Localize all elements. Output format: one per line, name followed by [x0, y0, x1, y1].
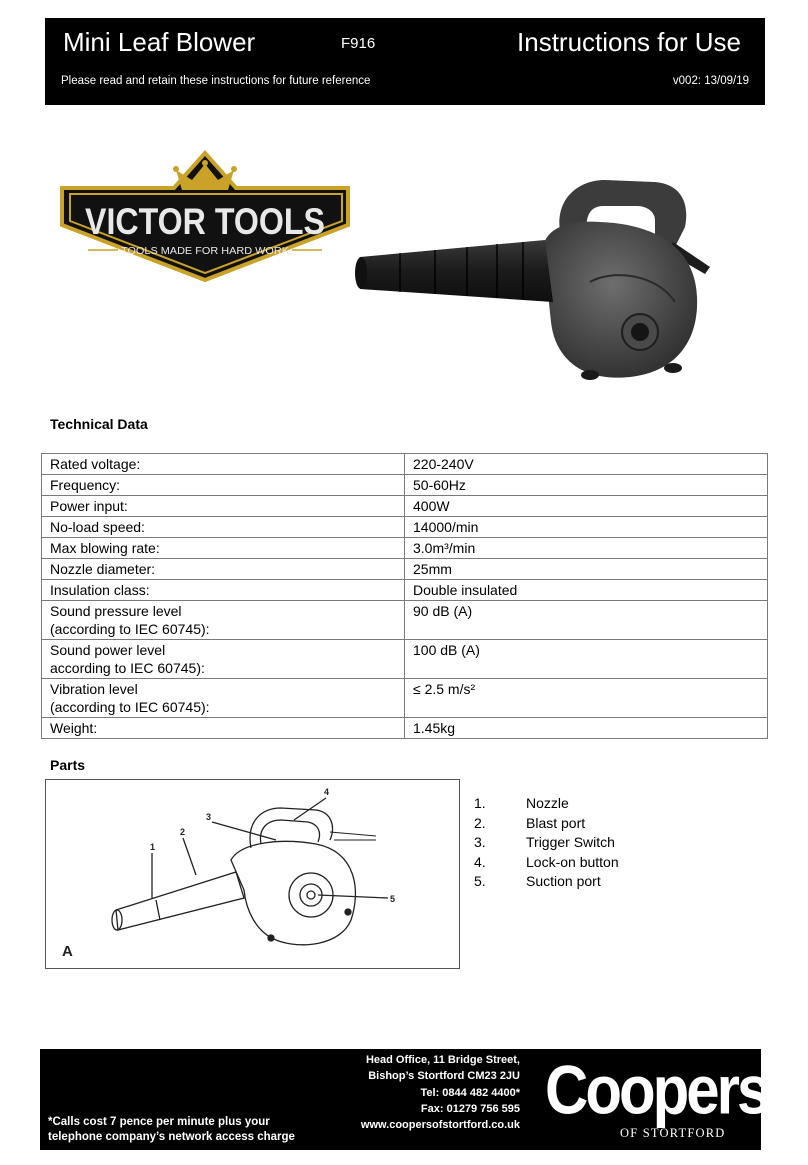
parts-list	[474, 794, 674, 892]
crown-icon	[173, 160, 237, 190]
spec-label: Max blowing rate:	[42, 538, 405, 559]
spec-label-line: (according to IEC 60745):	[50, 621, 210, 637]
footer-bar	[40, 1049, 768, 1150]
victor-tools-logo	[60, 150, 350, 282]
table-row	[42, 679, 768, 718]
spec-value: 100 dB (A)	[405, 640, 768, 679]
table-row	[42, 538, 768, 559]
table-row	[42, 580, 768, 601]
part-name: Blast port	[526, 814, 586, 831]
figure-label: A	[62, 943, 73, 960]
spec-label-line: according to IEC 60745):	[50, 660, 205, 676]
spec-label: Frequency:	[42, 475, 405, 496]
address-line: Head Office, 11 Bridge Street,	[365, 1054, 520, 1066]
list-item	[474, 814, 674, 834]
callout-1: 1	[150, 842, 156, 852]
callout-3: 3	[206, 812, 212, 822]
parts-heading: Parts	[50, 757, 86, 773]
header-bar	[45, 18, 765, 105]
list-item	[474, 833, 674, 853]
spec-label: Weight:	[42, 718, 405, 739]
part-number: 3.	[474, 834, 486, 851]
spec-value: 1.45kg	[405, 718, 768, 739]
part-name: Lock-on button	[526, 853, 619, 870]
part-number: 5.	[474, 873, 486, 890]
spec-value: 50-60Hz	[405, 475, 768, 496]
spec-label: Rated voltage:	[42, 454, 405, 475]
spec-label-line: Sound pressure level	[50, 603, 182, 619]
table-row	[42, 454, 768, 475]
website-url: www.coopersofstortford.co.uk	[360, 1119, 520, 1132]
note-line: telephone company’s network access charge	[48, 1131, 295, 1143]
list-item	[474, 794, 674, 814]
table-row	[42, 475, 768, 496]
head-office-address	[350, 1052, 520, 1133]
part-number: 2.	[474, 814, 486, 831]
part-name: Suction port	[526, 873, 601, 890]
model-number: F916	[341, 35, 376, 52]
phone-number: Tel: 0844 482 4400*	[420, 1086, 520, 1099]
spec-value: ≤ 2.5 m/s²	[405, 679, 768, 718]
note-line: *Calls cost 7 pence per minute plus your	[48, 1116, 270, 1128]
spec-value: 3.0m³/min	[405, 538, 768, 559]
table-row	[42, 718, 768, 739]
spec-label	[42, 679, 405, 718]
spec-label: Nozzle diameter:	[42, 559, 405, 580]
list-item	[474, 872, 674, 892]
table-row	[42, 559, 768, 580]
part-number: 1.	[474, 795, 486, 811]
spec-value: 14000/min	[405, 517, 768, 538]
spec-value: 220-240V	[405, 454, 768, 475]
retain-notice: Please read and retain these instructions for future reference	[61, 75, 371, 87]
leaf-blower-product-image	[355, 172, 720, 387]
spec-label	[42, 601, 405, 640]
table-row	[42, 517, 768, 538]
coopers-logo-subtitle: OF STORTFORD	[620, 1126, 726, 1140]
fax-number: Fax: 01279 756 595	[420, 1102, 520, 1115]
spec-label	[42, 640, 405, 679]
callout-4: 4	[324, 787, 330, 797]
spec-value: 90 dB (A)	[405, 601, 768, 640]
spec-label: No-load speed:	[42, 517, 405, 538]
spec-label: Insulation class:	[42, 580, 405, 601]
technical-data-table	[41, 453, 768, 739]
table-row	[42, 640, 768, 679]
logo-tagline: TOOLS MADE FOR HARD WORK	[121, 246, 290, 257]
part-name: Trigger Switch	[526, 834, 615, 851]
technical-data-heading: Technical Data	[50, 416, 148, 432]
call-cost-note	[48, 1115, 295, 1145]
document-type: Instructions for Use	[517, 27, 741, 57]
callout-2: 2	[180, 827, 186, 837]
parts-diagram	[45, 779, 460, 969]
table-row	[42, 601, 768, 640]
spec-label: Power input:	[42, 496, 405, 517]
address-line: Bishop’s Stortford CM23 2JU	[368, 1070, 520, 1083]
part-number: 4.	[474, 853, 486, 870]
version-date: v002: 13/09/19	[672, 75, 749, 87]
coopers-logo: Coopers	[545, 1051, 768, 1129]
table-row	[42, 496, 768, 517]
document-title: Mini Leaf Blower	[63, 27, 256, 57]
spec-value: 25mm	[405, 559, 768, 580]
spec-label-line: (according to IEC 60745):	[50, 699, 210, 715]
spec-label-line: Sound power level	[50, 642, 166, 658]
spec-value: Double insulated	[405, 580, 768, 601]
spec-label-line: Vibration level	[50, 681, 138, 697]
callout-5: 5	[390, 894, 396, 904]
logo-brand-text: VICTOR TOOLS	[85, 201, 325, 242]
part-name: Nozzle	[526, 795, 569, 811]
list-item	[474, 853, 674, 873]
spec-value: 400W	[405, 496, 768, 517]
